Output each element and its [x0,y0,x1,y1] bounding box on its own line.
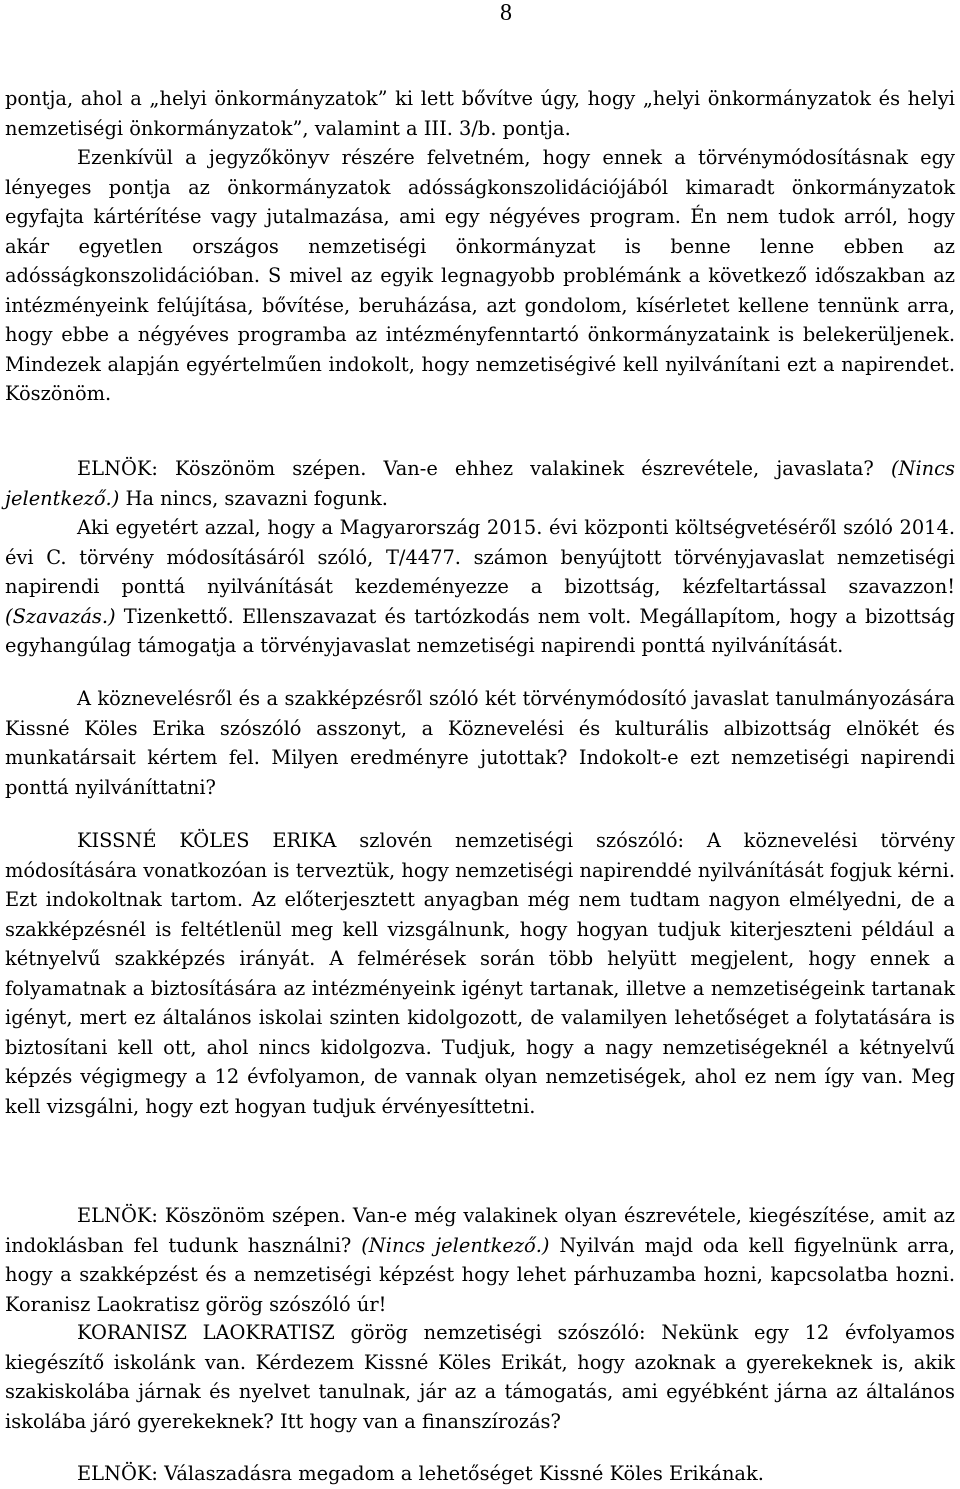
paragraph-kissne [5,826,955,1121]
paragraph-1: pontja, ahol a „helyi önkormányzatok” ki lett bővítve úgy, hogy „helyi önkormányzatok és helyi nemzetiségi önkormányzatok”, valamint a III. 3/b. pontja. [5,87,955,140]
paragraph-5 [5,684,955,802]
stage-direction: (Nincs jelentkező.) [361,1233,550,1257]
speech-text: Aki egyetért azzal, hogy a Magyarország 2015. évi központi költségvetéséről szóló 2014. évi C. törvény módosításáról szóló, T/4477. számon benyújtott törvényjavaslat nemzetiségi napirendi ponttá nyilvánítását kezdeményezze a bizottság, kézfeltartással szavazzon! [5,516,955,598]
speech-text: Köszönöm szépen. Van-e ehhez valakinek észrevétele, javaslata? [175,457,874,480]
paragraph-2 [5,143,955,409]
speech-text: Ha nincs, szavazni fogunk. [125,486,388,510]
speaker-name: ELNÖK: [77,457,158,480]
stage-direction: (Nincs jelentkező.) [5,457,955,510]
speech-text: szlovén nemzetiségi szószóló: A köznevelési törvény módosítására vonatkozóan is terveztük, hogy nemzetiségi napirenddé nyilvánítását fogjuk kérni. Ezt indokoltnak tartom. Az előterjesztett anyagban még nem tudtam nagyon elmélyedni, de a szakképzésnél is feltétlenül meg kell vizsgálnunk, hogy hogyan tudjuk kiterjeszteni például a kétnyelvű szakképzés irányát. A felmérések során több helyütt megjelent, hogy ennek a folyamatnak a biztosítására az intézményeink igényt tartanak, illetve a nemzetiségeink tartanak igényt, mert ez általános iskolai szinten kidolgozott, de valamilyen lehetőséget a folytatására is biztosítani kell ott, ahol nincs kidolgozva. Tudjuk, hogy a nagy nemzetiségeknél a kétnyelvű képzés végigmegy a 12 évfolyamon, de vannak olyan nemzetiségek, ahol ez nem így van. Meg kell vizsgálni, hogy ezt hogyan tudjuk érvényesíttetni. [5,829,955,1118]
speech-text: Tizenkettő. Ellenszavazat és tartózkodás nem volt. Megállapítom, hogy a bizottság egyhangúlag támogatja a törvényjavaslat nemzetiségi napirendi ponttá nyilvánítását. [5,604,955,657]
paragraph-chair-2 [5,1201,955,1319]
speech-text: Köszönöm szépen. Van-e még valakinek olyan észrevétele, kiegészítése, amit az indoklásban fel tudunk használni? [5,1204,956,1257]
speaker-name: ELNÖK: [77,1204,158,1227]
paragraph-2-text: Ezenkívül a jegyzőkönyv részére felvetném, hogy ennek a törvénymódosításnak egy lényeges pontja az önkormányzatok adósságkonszolidációjából kimaradt önkormányzatok egyfajta kártérítése vagy jutalmazása, ami egy négyéves program. Én nem tudok arról, hogy akár egyetlen országos nemzetiségi önkormányzat is benne lenne ebben az adósságkonszolidációban. S mivel az egyik legnagyobb problémánk a következő időszakban az intézményeink felújítása, bővítése, beruházása, azt gondolom, kísérletet kellene tennünk arra, hogy ebbe a négyéves programba az intézményfenntartó önkormányzataink is belekerüljenek. Mindezek alapján egyértelműen indokolt, hogy nemzetiségivé kell nyilvánítani ezt a napirendet. Köszönöm. [5,146,955,405]
paragraph-chair-3 [5,1459,955,1489]
page-number: 8 [500,0,512,26]
paragraph-chair-1 [5,454,955,513]
speech-text: Nyilván majd oda kell figyelnünk arra, hogy a szakképzést és a nemzetiségi képzést hogy lehet párhuzamba hozni, kapcsolatba hozni. Koranisz Laokratisz görög szószóló úr! [5,1233,955,1316]
speech-text: A köznevelésről és a szakképzésről szóló két törvénymódosító javaslat tanulmányozására Kissné Köles Erika szószóló asszonyt, a Köznevelési és kulturális albizottság elnökét és munkatársait kértem fel. Milyen eredményre jutottak? Indokolt-e ezt nemzetiségi napirendi ponttá nyilváníttatni? [5,687,955,799]
speaker-name: KORANISZ LAOKRATISZ [77,1321,335,1344]
speech-text: Válaszadásra megadom a lehetőséget Kissné Köles Erikának. [164,1462,764,1485]
speaker-name: ELNÖK: [77,1462,158,1485]
speech-text: görög nemzetiségi szószóló: Nekünk egy 12 évfolyamos kiegészítő iskolánk van. Kérdezem Kissné Köles Erikát, hogy azoknak a gyerekeknek is, akik szakiskolába járnak és nyelvet tanulnak, jár az a támogatás, ami egyébként járna az általános iskolába járó gyerekeknek? Itt hogy van a finanszírozás? [5,1321,955,1433]
paragraph-koranisz [5,1318,955,1436]
stage-direction: (Szavazás.) [5,604,116,628]
paragraph-vote [5,513,955,661]
speaker-name: KISSNÉ KÖLES ERIKA [77,829,337,852]
